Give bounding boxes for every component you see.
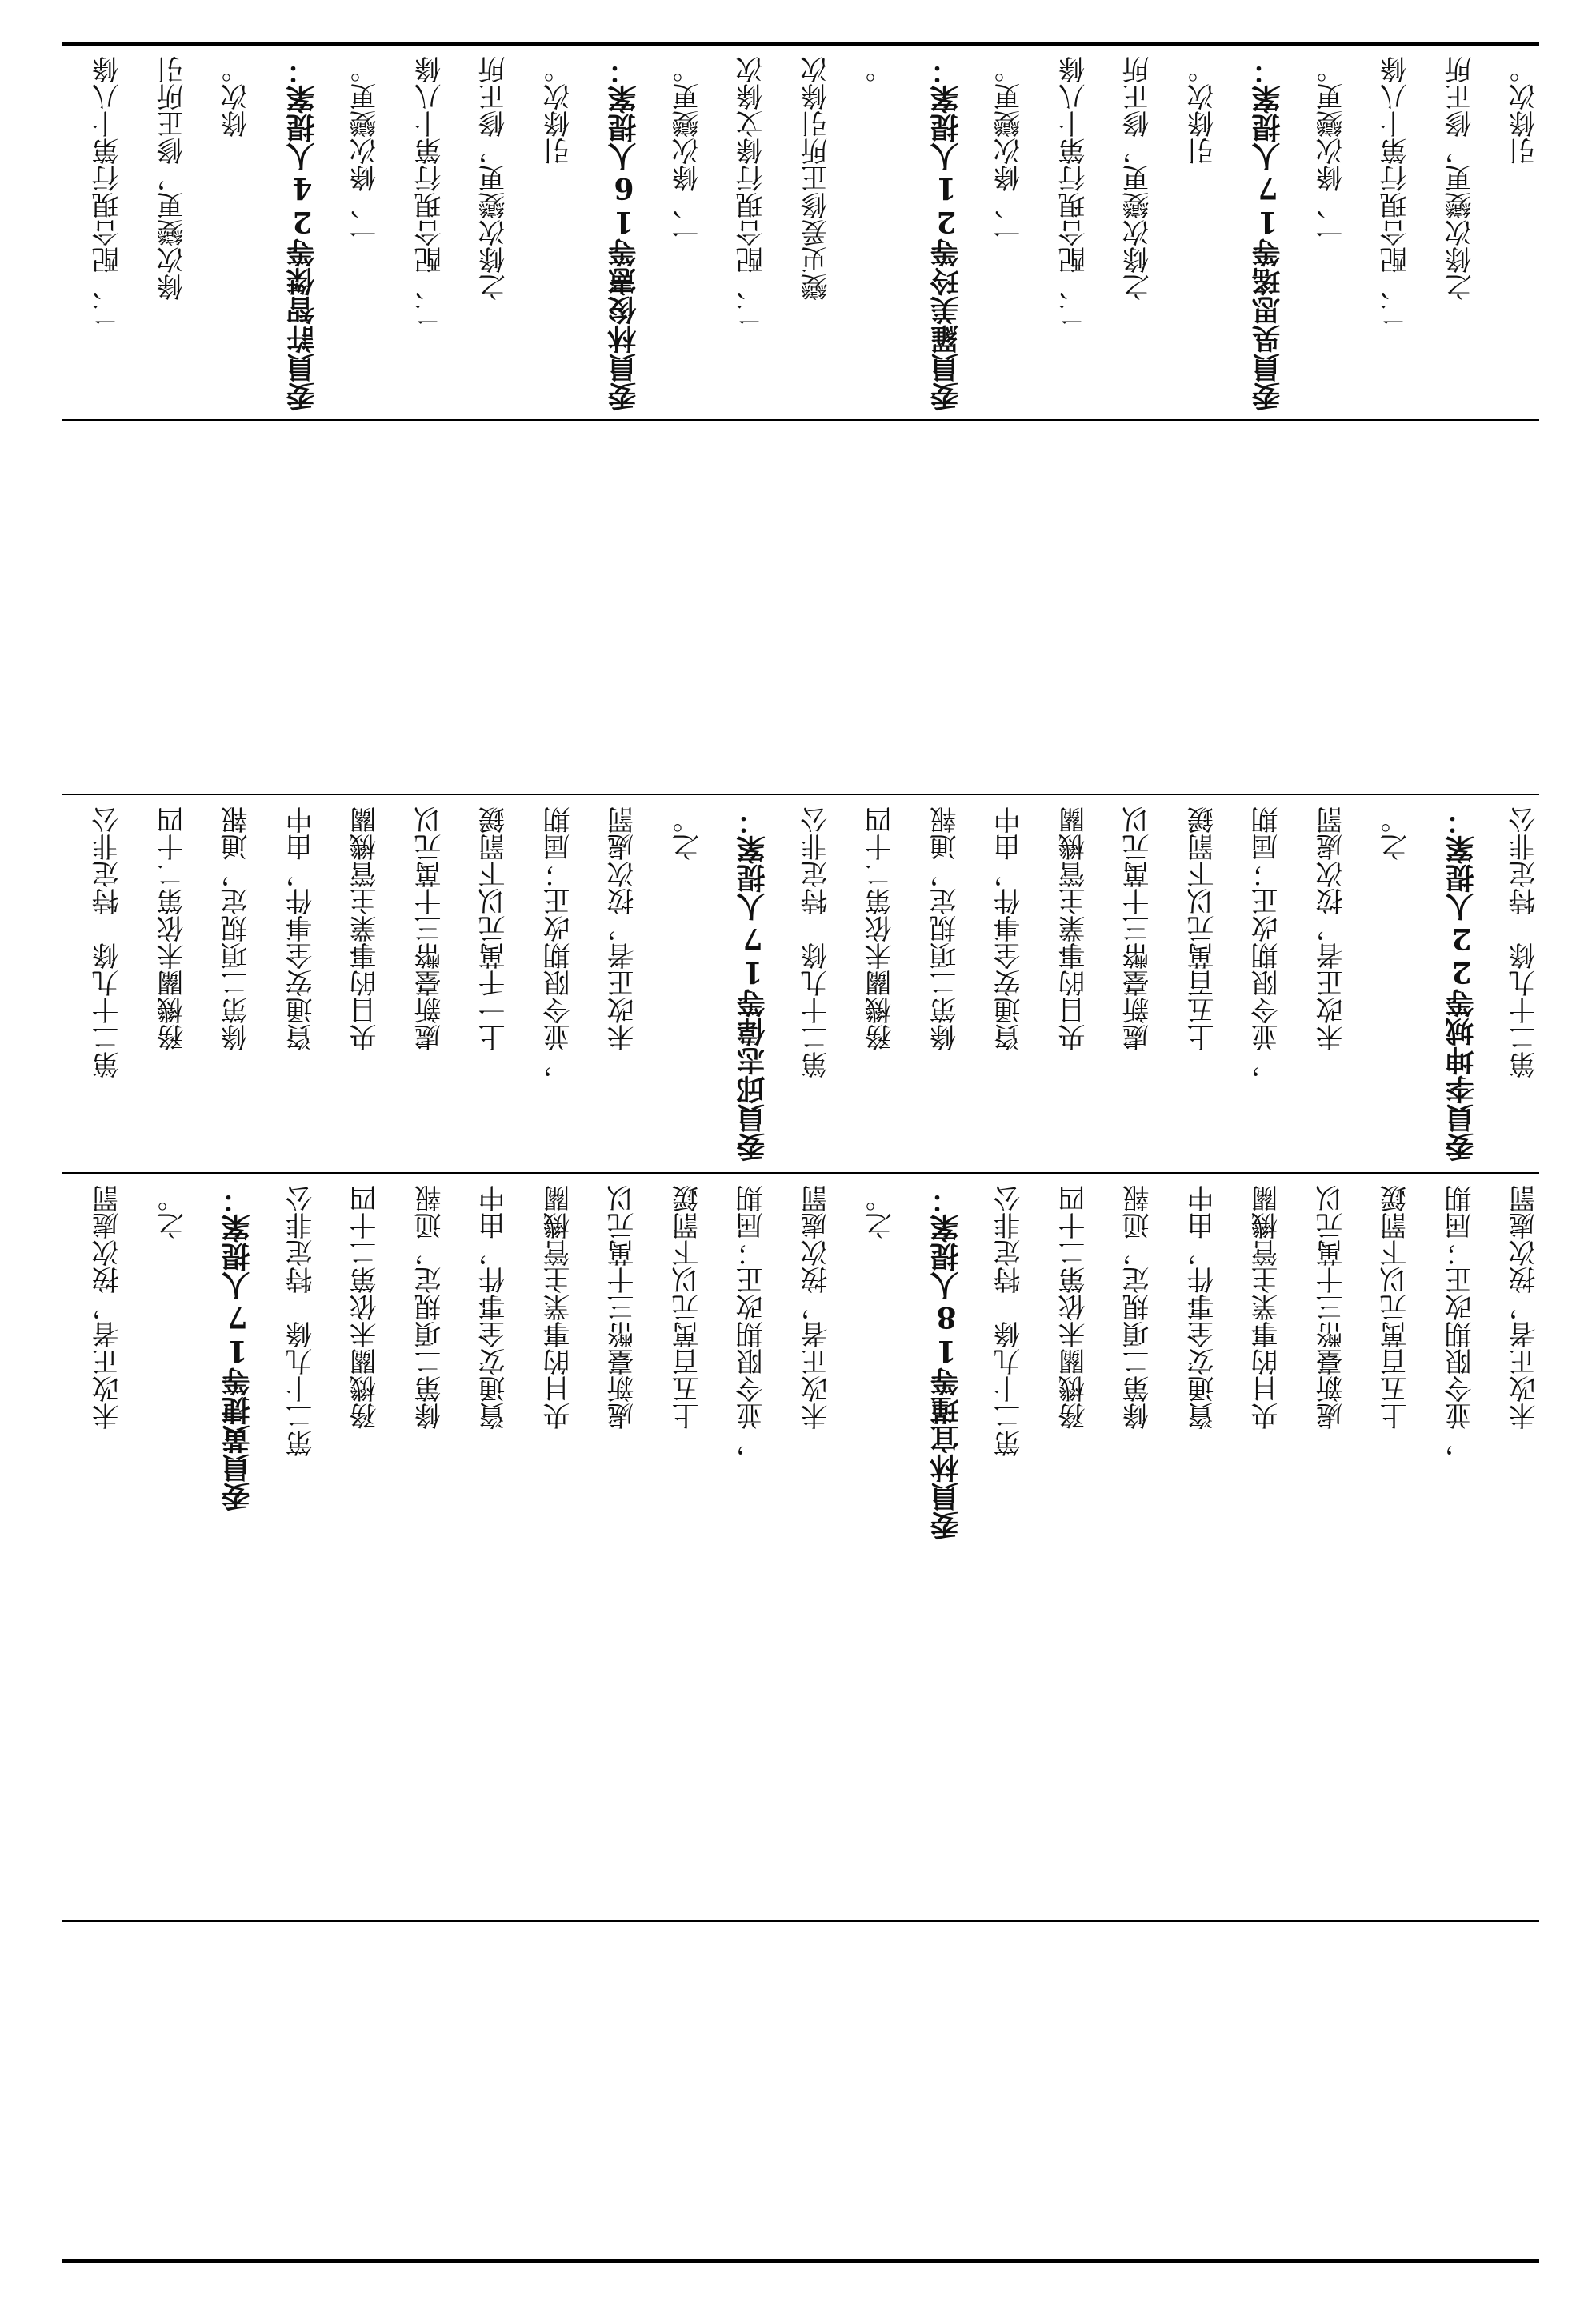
text-line: 央目的事業主管機關: [350, 806, 382, 1051]
text-line: 二、配合現行第十八條: [92, 56, 124, 328]
text-line: 之。: [671, 806, 704, 861]
text-line: 上五百萬元以下罰鍰: [1380, 1185, 1412, 1430]
text-line: 務機關未依第二十四: [1058, 1185, 1090, 1430]
band-proposal-middle: [62, 795, 1539, 1172]
text-line: ，並令限期改正；屆期: [736, 1185, 768, 1457]
band-proposal-lower: [62, 1174, 1539, 1551]
bottom-border: [62, 2259, 1539, 2263]
text-line: 引條次。: [542, 56, 575, 165]
text-line: 資通安全事件，由中: [1186, 1185, 1219, 1430]
text-line: 上一千萬元以下罰鍰: [478, 806, 510, 1051]
text-line: 引條次。: [1186, 56, 1219, 165]
text-line: 之條次變更，修正所: [1444, 56, 1477, 301]
text-line: 條第二項規定，通報: [221, 806, 253, 1051]
text-line: 一、條次變更。: [671, 56, 704, 246]
text-line: 第二十九條 特定非公: [92, 806, 124, 1078]
text-line: 上五百萬元以下罰鍰: [1186, 806, 1219, 1051]
text-line: 二、配合現行第十八條: [414, 56, 446, 328]
proposer-heading: 委員許智傑等24人提案：: [285, 56, 319, 411]
text-line: ，並令限期改正；屆期: [1444, 1185, 1477, 1457]
proposer-heading: 委員林宜瑾等18人提案：: [929, 1185, 963, 1540]
text-line: 央目的事業主管機關: [542, 1185, 575, 1430]
proposer-heading: 委員黃捷等17人提案：: [221, 1185, 254, 1511]
text-line: 資通安全事件，由中: [285, 806, 318, 1051]
divider-4: [62, 1920, 1539, 1922]
text-line: 一、條次變更。: [350, 56, 382, 246]
text-line: ，並令限期改正；屆期: [542, 806, 575, 1078]
text-line: 一、條次變更。: [994, 56, 1026, 246]
text-line: 處新臺幣三十萬元以: [1122, 806, 1154, 1051]
text-line: 未改正者，按次處罰: [607, 806, 639, 1051]
text-line: 資通安全事件，由中: [478, 1185, 510, 1430]
text-line: 條次。: [221, 56, 253, 138]
text-line: 央目的事業主管機關: [1251, 1185, 1283, 1430]
text-line: 條第二項規定，通報: [929, 806, 962, 1051]
proposer-heading: 委員李坤城等22人提案：: [1444, 806, 1478, 1162]
text-line: 條次變更，修正所引: [156, 56, 189, 301]
proposer-heading: 委員吳思瑤等17人提案：: [1251, 56, 1285, 411]
text-line: 之條次變更，修正所: [1122, 56, 1154, 301]
text-line: 央目的事業主管機關: [1058, 806, 1090, 1051]
text-line: 第二十九條 特定非公: [285, 1185, 318, 1457]
proposer-heading: 委員羅美玲等21人提案：: [929, 56, 963, 411]
text-line: 務機關未依第二十四: [156, 806, 189, 1051]
text-line: 二、配合現行條文條次: [736, 56, 768, 328]
text-line: ，並令限期改正；屆期: [1251, 806, 1283, 1078]
text-line: 未改正者，按次處罰: [1509, 1185, 1541, 1430]
text-line: 未改正者，按次處罰: [1315, 806, 1348, 1051]
divider-1: [62, 419, 1539, 421]
text-line: 處新臺幣三十萬元以: [607, 1185, 639, 1430]
text-line: 條第二項規定，通報: [1122, 1185, 1154, 1430]
text-line: 條第二項規定，通報: [414, 1185, 446, 1430]
text-line: 務機關未依第二十四: [350, 1185, 382, 1430]
text-line: 引條次。: [1509, 56, 1541, 165]
text-line: 處新臺幣三十萬元以: [1315, 1185, 1348, 1430]
text-line: 。: [865, 56, 897, 83]
text-line: 處新臺幣三十萬元以: [414, 806, 446, 1051]
text-line: 第二十九條 特定非公: [994, 1185, 1026, 1457]
text-line: 一、條次變更。: [1315, 56, 1348, 246]
text-line: 二、配合現行第十八條: [1058, 56, 1090, 328]
proposer-heading: 委員邱志偉等17人提案：: [736, 806, 770, 1162]
text-line: 資通安全事件，由中: [994, 806, 1026, 1051]
text-line: 之。: [156, 1185, 189, 1239]
text-line: 第二十九條 特定非公: [800, 806, 833, 1078]
text-line: 務機關未依第二十四: [865, 806, 897, 1051]
text-line: 第二十九條 特定非公: [1509, 806, 1541, 1078]
text-line: 未改正者，按次處罰: [800, 1185, 833, 1430]
text-line: 之。: [865, 1185, 897, 1239]
text-line: 二、配合現行第十八條: [1380, 56, 1412, 328]
text-line: 變更爰修正所引條次: [800, 56, 833, 301]
proposer-heading: 委員林俊憲等16人提案：: [607, 56, 641, 411]
text-line: 之。: [1380, 806, 1412, 861]
text-line: 未改正者，按次處罰: [92, 1185, 124, 1430]
text-line: 之條次變更，修正所: [478, 56, 510, 301]
text-line: 上五百萬元以下罰鍰: [671, 1185, 704, 1430]
band-explanations: [62, 45, 1539, 419]
